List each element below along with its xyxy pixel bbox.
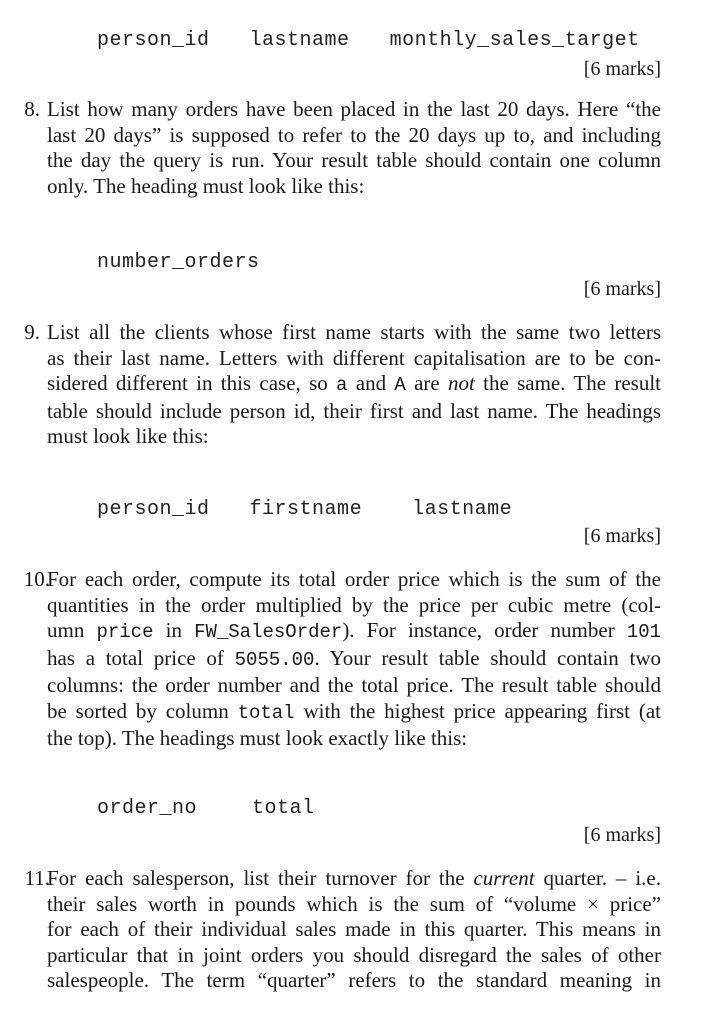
q8-line-2: last 20 days” is supposed to refer to the 20 days up to, and including: [47, 122, 661, 147]
q10-line-2: quantities in the order multiplied by the price per cubic metre (col-: [47, 592, 661, 617]
question-number-8: 8.: [24, 97, 40, 121]
heading-monthly-sales-target: monthly_sales_target: [389, 29, 640, 52]
question-number-10: 10.: [23, 567, 50, 591]
q8-line-3: the day the query is run. Your result table should contain one column: [47, 148, 661, 172]
q10-in: in: [165, 618, 182, 642]
heading-lastname: lastname: [249, 29, 350, 52]
q9-line-3: [47, 371, 661, 399]
q9-and: and: [355, 371, 387, 395]
question-text-9: [47, 320, 661, 450]
q11-line-4: particular that in joint orders you should disregard the sales of other: [47, 942, 661, 967]
code-lower-a: a: [336, 374, 348, 396]
q10-line-6: [47, 699, 661, 727]
question-number-9: 9.: [24, 320, 40, 344]
q10-line-6-end: with the highest price appearing first (at: [303, 698, 661, 723]
q10-line-4-start: has a total price of: [47, 645, 224, 670]
heading-order-no: order_no: [97, 797, 198, 820]
q10-line-6-start: be sorted by column: [47, 698, 229, 723]
q11-line-5: salespeople. The term “quarter” refers to the standard meaning in: [47, 968, 661, 992]
q8-line-1: List how many orders have been placed in the last 20 days. Here “the: [47, 97, 661, 121]
q9-line-3-end: the same. The result: [483, 371, 662, 395]
code-upper-a: A: [394, 374, 406, 396]
code-5055: 5055.00: [234, 648, 315, 671]
heading-person-id-q9: person_id: [97, 498, 210, 521]
q9-are: are: [414, 371, 440, 395]
q9-not-emphasis: not: [448, 371, 475, 395]
result-heading-q8: [47, 228, 260, 297]
q8-line-4: only. The heading must look like this:: [47, 173, 365, 198]
q9-line-5: must look like this:: [47, 424, 209, 448]
q10-line-5: columns: the order number and the total price. The result table should: [47, 673, 661, 697]
result-heading-q10: [47, 774, 315, 843]
q10-umn: umn: [47, 618, 85, 642]
marks-q10: [6 marks]: [583, 824, 661, 846]
q11-line-2: their sales worth in pounds which is the sum of “volume × price”: [47, 891, 661, 916]
result-heading-q9: [47, 475, 512, 544]
code-order-101: 101: [626, 621, 662, 643]
q11-line-1: [47, 866, 661, 892]
q11-line-3: for each of their individual sales made in this quarter. This means in: [47, 917, 661, 941]
marks-q7: [6 marks]: [583, 58, 661, 80]
code-total: total: [237, 701, 295, 724]
heading-person-id: person_id: [97, 29, 210, 52]
heading-number-orders: number_orders: [97, 251, 260, 274]
code-fw-salesorder: FW_SalesOrder: [194, 621, 343, 643]
marks-q8: [6 marks]: [583, 278, 661, 300]
marks-q9: [6 marks]: [583, 525, 661, 547]
q9-line-4: table should include person id, their first and last name. The headings: [47, 398, 661, 423]
q10-line-4: [47, 646, 661, 674]
q9-line-2: as their last name. Letters with different capitalisation are to be con-: [47, 345, 661, 370]
q10-line-7: the top). The headings must look exactly like this:: [47, 726, 468, 750]
q9-line-3-start: sidered different in this case, so: [47, 371, 328, 395]
question-text-8: [47, 97, 661, 199]
result-heading-q7: [47, 6, 640, 75]
q11-line-1-end: quarter. – i.e.: [543, 866, 661, 890]
question-text-10: [47, 567, 661, 752]
question-text-11: [47, 866, 661, 994]
heading-lastname-q9: lastname: [412, 498, 513, 521]
code-price: price: [96, 621, 154, 643]
q10-line-3-end: ). For instance, order number: [342, 618, 615, 642]
q10-line-4-end: . Your result table should contain two: [314, 645, 662, 670]
q10-line-3: [47, 618, 661, 646]
q10-line-1: For each order, compute its total order price which is the sum of the: [47, 567, 661, 591]
heading-total: total: [252, 797, 315, 820]
question-number-11: 11.: [24, 866, 50, 890]
q11-current-emphasis: current: [473, 866, 535, 890]
heading-firstname: firstname: [249, 498, 363, 521]
q11-line-1-start: For each salesperson, list their turnover for the: [47, 866, 465, 890]
q9-line-1: List all the clients whose first name starts with the same two letters: [47, 320, 661, 344]
